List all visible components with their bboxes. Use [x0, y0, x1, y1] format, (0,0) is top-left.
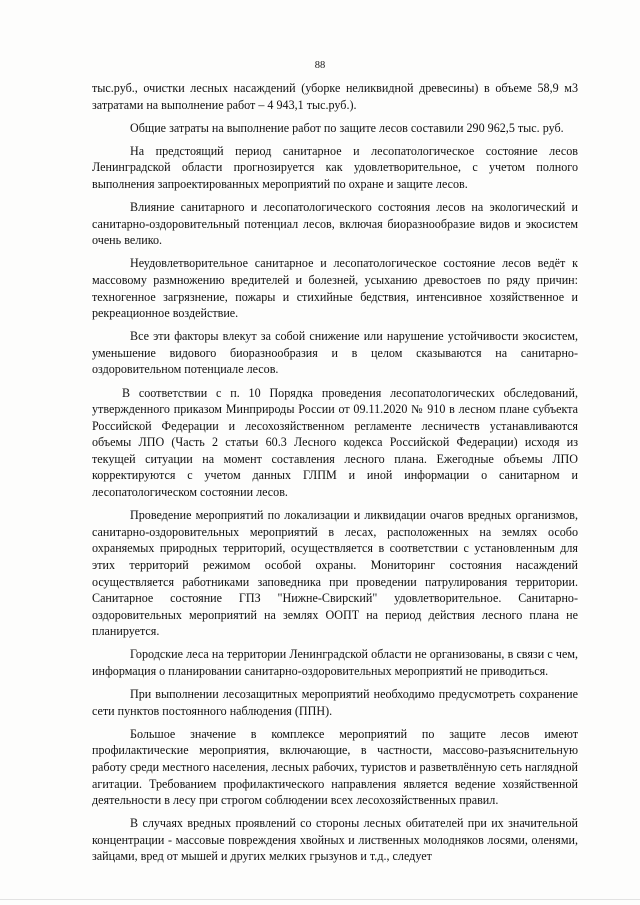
paragraph-1: тыс.руб., очистки лесных насаждений (уборке неликвидной древесины) в объеме 58,9 м3 затратами на выполнение работ – 4 943,1 тыс.руб.).	[92, 81, 578, 112]
paragraph-5: Неудовлетворительное санитарное и лесопатологическое состояние лесов ведёт к массовому размножению вредителей и болезней, усыханию древостоев по ряду причин: техногенное загрязнение, пожары и стихийные бедствия, интенсивное хозяйственное и рекреационное воздействие.	[92, 256, 578, 321]
paragraph-12: В случаях вредных проявлений со стороны лесных обитателей при их значительной концентрации - массовые повреждения хвойных и лиственных молодняков лосями, оленями, зайцами, вред от мышей и других мелких грызунов и т.д., следует	[92, 816, 578, 864]
paragraph-2: Общие затраты на выполнение работ по защите лесов составили 290 962,5 тыс. руб.	[130, 120, 564, 135]
scan-edge-line	[0, 899, 640, 900]
page-number: 88	[314, 60, 326, 71]
paragraph-8: Проведение мероприятий по локализации и ликвидации очагов вредных организмов, санитарно-оздоровительных мероприятий в лесах, расположенных на землях особо охраняемых природных территорий, осуществляется в соответствии с установленным для этих территорий режимом особой охраны. Мониторинг состояния насаждений осуществляется работниками заповедника при проведении патрулирования территории. Санитарное состояние ГПЗ "Нижне-Свирский" удовлетворительное. Санитарно-оздоровительных мероприятий на землях ООПТ на период действия лесного плана не планируется.	[92, 508, 578, 639]
paragraph-3: На предстоящий период санитарное и лесопатологическое состояние лесов Ленинградской области прогнозируется как удовлетворительное, с учетом полного выполнения запроектированных мероприятий по охране и защите лесов.	[92, 143, 578, 191]
paragraph-10: При выполнении лесозащитных мероприятий необходимо предусмотреть сохранение сети пунктов постоянного наблюдения (ППН).	[92, 687, 578, 718]
paragraph-9: Городские леса на территории Ленинградской области не организованы, в связи с чем, информация о планировании санитарно-оздоровительных мероприятий не приводиться.	[92, 647, 578, 678]
paragraph-7: В соответствии с п. 10 Порядка проведения лесопатологических обследований, утвержденного приказом Минприроды России от 09.11.2020 № 910 в лесном плане субъекта Российской Федерации и лесохозяйственном регламенте лесничеств устанавливаются объемы ЛПО (Часть 2 статьи 60.3 Лесного кодекса Российской Федерации) исходя из текущей ситуации на момент составления лесного плана. Ежегодные объемы ЛПО корректируются с учетом данных ГЛПМ и иной информации о санитарном и лесопатологическом состоянии лесов.	[92, 385, 578, 500]
paragraph-4: Влияние санитарного и лесопатологического состояния лесов на экологический и санитарно-оздоровительный потенциал лесов, включая биоразнообразие видов и экосистем очень велико.	[92, 200, 578, 248]
paragraph-6: Все эти факторы влекут за собой снижение или нарушение устойчивости экосистем, уменьшение видового биоразнообразия и в целом сказываются на санитарно-оздоровительном потенциале лесов.	[92, 329, 578, 377]
paragraph-11: Большое значение в комплексе мероприятий по защите лесов имеют профилактические мероприятия, включающие, в частности, массово-разъяснительную работу среди местного населения, лесных рабочих, туристов и разветвлённую сеть наглядной агитации. Требованием профилактического направления является ведение хозяйственной деятельности в лесу при строгом соблюдении всех лесохозяйственных правил.	[92, 726, 578, 808]
body-text	[92, 80, 578, 872]
